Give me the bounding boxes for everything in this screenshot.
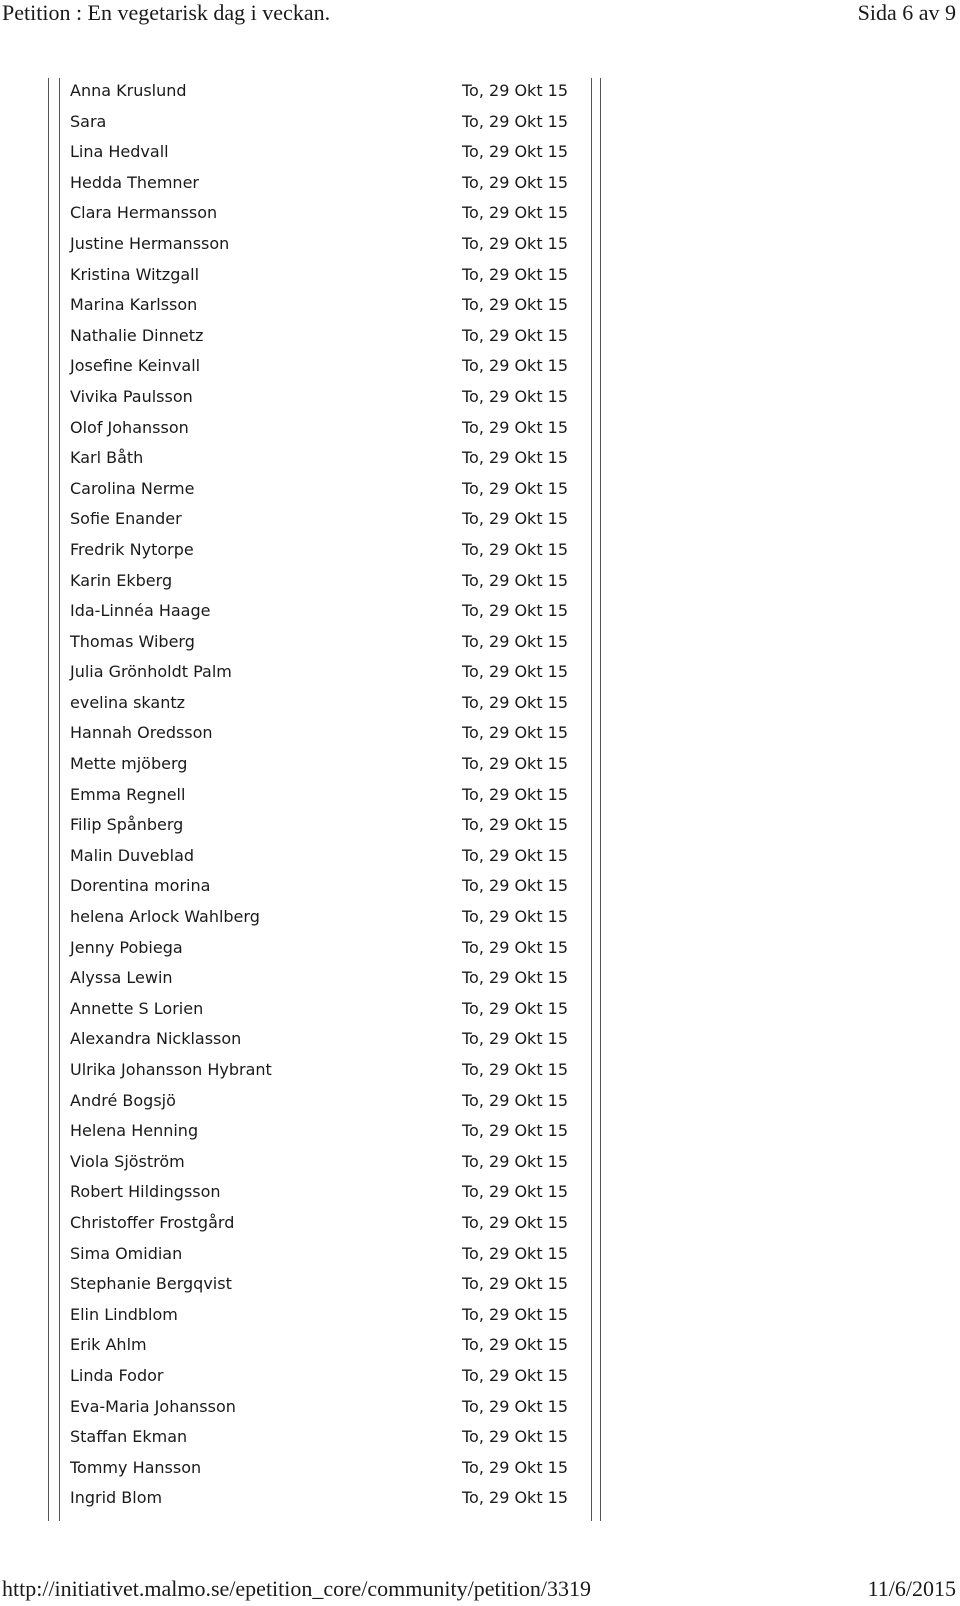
signature-date: To, 29 Okt 15	[462, 233, 569, 253]
signer-name: Sima Omidian	[70, 1243, 183, 1263]
signature-row	[70, 1177, 590, 1208]
signature-date: To, 29 Okt 15	[462, 111, 569, 131]
signature-row	[70, 1116, 590, 1147]
signature-date: To, 29 Okt 15	[462, 998, 569, 1018]
signer-name: Sofie Enander	[70, 509, 182, 529]
signature-row	[70, 1422, 590, 1453]
signature-date: To, 29 Okt 15	[462, 1090, 569, 1110]
signature-row	[70, 290, 590, 321]
signer-name: Hedda Themner	[70, 172, 199, 192]
signature-row	[70, 749, 590, 780]
signer-name: Dorentina morina	[70, 876, 211, 896]
signature-row	[70, 168, 590, 199]
signer-name: Jenny Pobiega	[70, 937, 183, 957]
signer-name: Christoffer Frostgård	[70, 1212, 235, 1232]
signature-row	[70, 688, 590, 719]
signature-row	[70, 229, 590, 260]
signature-date: To, 29 Okt 15	[462, 142, 569, 162]
left-border-line-inner	[59, 78, 60, 1521]
signature-date: To, 29 Okt 15	[462, 1121, 569, 1141]
signature-row	[70, 443, 590, 474]
signature-date: To, 29 Okt 15	[462, 692, 569, 712]
signer-name: Mette mjöberg	[70, 754, 188, 774]
signature-row	[70, 566, 590, 597]
signature-date: To, 29 Okt 15	[462, 325, 569, 345]
signer-name: evelina skantz	[70, 692, 186, 712]
signer-name: Annette S Lorien	[70, 998, 204, 1018]
signature-row	[70, 1453, 590, 1484]
signature-row	[70, 504, 590, 535]
signature-row	[70, 198, 590, 229]
signer-name: Linda Fodor	[70, 1365, 164, 1385]
signer-name: Karin Ekberg	[70, 570, 173, 590]
signer-name: Erik Ahlm	[70, 1335, 147, 1355]
signature-row	[70, 933, 590, 964]
signature-row	[70, 382, 590, 413]
signature-row	[70, 260, 590, 291]
signature-row	[70, 1330, 590, 1361]
left-border-line	[48, 78, 49, 1521]
signature-date: To, 29 Okt 15	[462, 448, 569, 468]
signer-name: Ulrika Johansson Hybrant	[70, 1060, 272, 1079]
signature-date: To, 29 Okt 15	[462, 417, 569, 437]
signature-date: To, 29 Okt 15	[462, 876, 569, 896]
signature-row	[70, 1147, 590, 1178]
signature-row	[70, 1392, 590, 1423]
signer-name: Malin Duveblad	[70, 845, 195, 865]
right-border-line-inner	[591, 78, 592, 1521]
signer-name: Ingrid Blom	[70, 1488, 163, 1508]
signer-name: helena Arlock Wahlberg	[70, 907, 260, 927]
signature-date: To, 29 Okt 15	[462, 601, 569, 621]
signature-date: To, 29 Okt 15	[462, 631, 569, 651]
signature-row	[70, 871, 590, 902]
signature-date: To, 29 Okt 15	[462, 1274, 569, 1294]
signer-name: Olof Johansson	[70, 417, 189, 437]
signature-date: To, 29 Okt 15	[462, 662, 569, 682]
signer-name: Emma Regnell	[70, 784, 186, 804]
signature-date: To, 29 Okt 15	[462, 723, 569, 743]
signature-date: To, 29 Okt 15	[462, 968, 569, 988]
signer-name: Vivika Paulsson	[70, 386, 193, 406]
page-header	[0, 0, 960, 30]
signature-date: To, 29 Okt 15	[462, 1212, 569, 1232]
signer-name: André Bogsjö	[70, 1090, 176, 1110]
signature-date: To, 29 Okt 15	[462, 1029, 569, 1049]
signer-name: Fredrik Nytorpe	[70, 539, 194, 559]
footer-date: 11/6/2015	[867, 1576, 956, 1601]
signature-date: To, 29 Okt 15	[462, 172, 569, 192]
signature-date: To, 29 Okt 15	[462, 264, 569, 284]
signature-date: To, 29 Okt 15	[462, 478, 569, 498]
signer-name: Kristina Witzgall	[70, 264, 200, 284]
signer-name: Stephanie Bergqvist	[70, 1274, 232, 1294]
signature-date: To, 29 Okt 15	[462, 1060, 569, 1079]
signature-row	[70, 107, 590, 138]
signer-name: Marina Karlsson	[70, 295, 198, 315]
signer-name: Alexandra Nicklasson	[70, 1029, 242, 1049]
signature-date: To, 29 Okt 15	[462, 1182, 569, 1202]
signer-name: Eva-Maria Johansson	[70, 1396, 236, 1416]
signer-name: Karl Båth	[70, 448, 144, 468]
signature-row	[70, 1055, 590, 1086]
signature-date: To, 29 Okt 15	[462, 509, 569, 529]
signature-date: To, 29 Okt 15	[462, 295, 569, 315]
signature-date: To, 29 Okt 15	[462, 1335, 569, 1355]
signature-date: To, 29 Okt 15	[462, 1304, 569, 1324]
signature-row	[70, 76, 590, 107]
signature-date: To, 29 Okt 15	[462, 539, 569, 559]
signature-date: To, 29 Okt 15	[462, 386, 569, 406]
right-border-line	[600, 78, 601, 1521]
signature-row	[70, 351, 590, 382]
signature-row	[70, 1300, 590, 1331]
signature-row	[70, 657, 590, 688]
signature-date: To, 29 Okt 15	[462, 203, 569, 223]
signature-row	[70, 963, 590, 994]
signer-name: Clara Hermansson	[70, 203, 218, 223]
signature-row	[70, 413, 590, 444]
signature-row	[70, 1024, 590, 1055]
signature-row	[70, 1239, 590, 1270]
signer-name: Filip Spånberg	[70, 815, 184, 835]
signature-row	[70, 321, 590, 352]
signature-date: To, 29 Okt 15	[462, 907, 569, 927]
signature-row	[70, 1483, 590, 1514]
signer-name: Helena Henning	[70, 1121, 199, 1141]
signature-row	[70, 718, 590, 749]
page-title: Petition : En vegetarisk dag i veckan.	[2, 0, 331, 25]
signature-row	[70, 1208, 590, 1239]
signer-name: Staffan Ekman	[70, 1427, 188, 1447]
signer-name: Alyssa Lewin	[70, 968, 173, 988]
signer-name: Josefine Keinvall	[70, 356, 201, 376]
signature-row	[70, 902, 590, 933]
signature-date: To, 29 Okt 15	[462, 845, 569, 865]
signature-date: To, 29 Okt 15	[462, 815, 569, 835]
signature-row	[70, 137, 590, 168]
signer-name: Lina Hedvall	[70, 142, 169, 162]
signature-date: To, 29 Okt 15	[462, 1396, 569, 1416]
signer-name: Nathalie Dinnetz	[70, 325, 204, 345]
signature-row	[70, 474, 590, 505]
signature-row	[70, 810, 590, 841]
signature-date: To, 29 Okt 15	[462, 1457, 569, 1477]
signature-date: To, 29 Okt 15	[462, 1365, 569, 1385]
page-number: Sida 6 av 9	[857, 0, 956, 25]
signer-name: Julia Grönholdt Palm	[70, 662, 232, 682]
signer-name: Hannah Oredsson	[70, 723, 213, 743]
signature-row	[70, 596, 590, 627]
signature-date: To, 29 Okt 15	[462, 784, 569, 804]
signer-name: Viola Sjöström	[70, 1151, 185, 1171]
page-footer	[0, 1576, 960, 1606]
signer-name: Anna Kruslund	[70, 81, 187, 100]
signature-date: To, 29 Okt 15	[462, 1243, 569, 1263]
signer-name: Thomas Wiberg	[70, 631, 195, 651]
signature-date: To, 29 Okt 15	[462, 1488, 569, 1508]
signature-date: To, 29 Okt 15	[462, 81, 569, 100]
signer-name: Carolina Nerme	[70, 478, 195, 498]
signer-name: Sara	[70, 111, 107, 131]
signature-row	[70, 780, 590, 811]
signature-date: To, 29 Okt 15	[462, 754, 569, 774]
signature-date: To, 29 Okt 15	[462, 937, 569, 957]
signature-date: To, 29 Okt 15	[462, 1151, 569, 1171]
signature-row	[70, 994, 590, 1025]
signature-list	[70, 76, 590, 1514]
signature-row	[70, 1361, 590, 1392]
signature-row	[70, 1086, 590, 1117]
signer-name: Tommy Hansson	[70, 1457, 202, 1477]
signature-row	[70, 841, 590, 872]
signature-row	[70, 535, 590, 566]
signer-name: Justine Hermansson	[70, 233, 230, 253]
signer-name: Elin Lindblom	[70, 1304, 178, 1324]
signature-row	[70, 627, 590, 658]
signer-name: Robert Hildingsson	[70, 1182, 221, 1202]
signer-name: Ida-Linnéa Haage	[70, 601, 211, 621]
signature-date: To, 29 Okt 15	[462, 356, 569, 376]
footer-url: http://initiativet.malmo.se/epetition_core/community/petition/3319	[2, 1576, 592, 1601]
signature-row	[70, 1269, 590, 1300]
signature-date: To, 29 Okt 15	[462, 570, 569, 590]
signature-date: To, 29 Okt 15	[462, 1427, 569, 1447]
